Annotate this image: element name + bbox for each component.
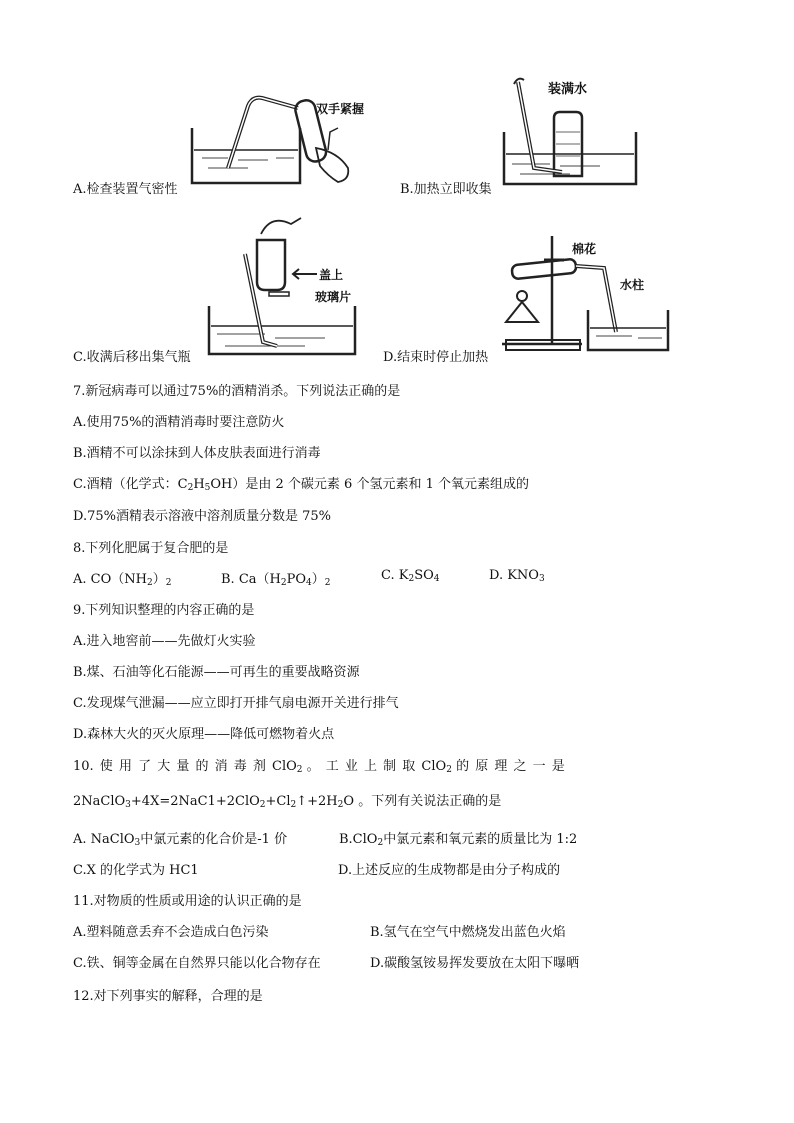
q12-stem: 12.对下列事实的解释，合理的是: [73, 989, 263, 1004]
q10-eq-sub-2c: 2: [337, 800, 344, 810]
q8-c-sub-2: 2: [408, 574, 415, 584]
q8-a-sub-2: 2: [146, 578, 153, 588]
q10-option-c[interactable]: C.X 的化学式为 HC1: [73, 863, 199, 878]
q8-c-sub-4: 4: [433, 574, 440, 584]
figure-b-collecting: [500, 72, 640, 190]
q11-stem: 11.对物质的性质或用途的认识正确的是: [73, 894, 302, 909]
figure-d-annotation-cotton: 棉花: [572, 242, 597, 256]
q8-b-end: ）: [311, 572, 325, 587]
q10-stem: [73, 755, 565, 774]
figure-a-annotation: 双手紧握: [316, 102, 365, 116]
q10-stem-sub-2b: 2: [446, 765, 452, 775]
q7-option-c[interactable]: [73, 473, 529, 492]
q10-option-a[interactable]: [73, 828, 287, 847]
q10-stem-end: 的 原 理 之 一 是: [456, 759, 565, 774]
figure-c-annotation-line2: 玻璃片: [315, 290, 352, 304]
q8-a-sub-2b: 2: [165, 578, 172, 588]
q7-option-d[interactable]: D.75%酒精表示溶液中溶剂质量分数是 75%: [73, 509, 332, 524]
q10-eq-tail: 。下列有关说法正确的是: [358, 794, 502, 809]
q9-stem: 9.下列知识整理的内容正确的是: [73, 603, 255, 618]
q7-stem: 7.新冠病毒可以通过75%的酒精消杀。下列说法正确的是: [73, 384, 401, 399]
q10-eq-2: +4X=2NaC1+2ClO: [130, 794, 260, 809]
figure-a-airtightness: [188, 88, 378, 188]
q10-stem-mid: 。 工 业 上 制 取 ClO: [306, 759, 447, 774]
q7-c-mid: H: [193, 477, 205, 492]
q9-option-c[interactable]: C.发现煤气泄漏——应立即打开排气扇电源开关进行排气: [73, 696, 399, 711]
q7-c-suffix: OH）是由 2 个碳元素 6 个氢元素和 1 个氧元素组成的: [210, 477, 529, 492]
figure-c-annotation-line1: 盖上: [319, 268, 344, 282]
q10-eq-sub-2b: 2: [290, 800, 297, 810]
q8-option-d[interactable]: [489, 568, 545, 583]
q7-c-prefix: C.酒精（化学式：C: [73, 477, 188, 492]
q10-a-tail: 中氯元素的化合价是-1 价: [140, 832, 288, 847]
q8-a-text: A. CO（NH: [73, 572, 147, 587]
q10-stem-sub-2a: 2: [296, 765, 303, 775]
q8-d-text: D. KNO: [489, 568, 539, 583]
figure-d-annotation-water: 水柱: [620, 278, 645, 292]
q10-a-sub-3: 3: [134, 838, 141, 848]
q8-b-sub-2b: 2: [324, 578, 331, 588]
figure-c-caption: C.收满后移出集气瓶: [73, 350, 191, 365]
q8-c-text: C. K: [381, 568, 409, 583]
q10-a-text: A. NaClO: [73, 832, 135, 847]
q10-option-d[interactable]: D.上述反应的生成物都是由分子构成的: [338, 863, 561, 878]
q11-option-a[interactable]: A.塑料随意丢弃不会造成白色污染: [73, 925, 269, 940]
q8-option-b[interactable]: [221, 568, 330, 587]
figure-d-caption: D.结束时停止加热: [383, 350, 489, 365]
q7-option-a[interactable]: A.使用75%的酒精消毒时要注意防火: [73, 415, 285, 430]
q8-c-mid: SO: [414, 568, 434, 583]
figure-a-caption: A.检查装置气密性: [73, 182, 178, 197]
q8-b-sub-2: 2: [280, 578, 287, 588]
q9-option-b[interactable]: B.煤、石油等化石能源——可再生的重要战略资源: [73, 665, 360, 680]
q10-eq-sub-2a: 2: [259, 800, 266, 810]
q10-b-tail: 中氯元素和氧元素的质量比为 1:2: [383, 832, 578, 847]
q10-eq-5: O: [343, 794, 355, 809]
q10-b-text: B.ClO: [339, 832, 378, 847]
q11-option-c[interactable]: C.铁、铜等金属在自然界只能以化合物存在: [73, 956, 321, 971]
q10-b-sub-2: 2: [377, 838, 384, 848]
q8-a-end: ）: [152, 572, 166, 587]
q8-stem: 8.下列化肥属于复合肥的是: [73, 541, 229, 556]
q11-option-d[interactable]: D.碳酸氢铵易挥发要放在太阳下曝晒: [370, 956, 580, 971]
q8-b-text: B. Ca（H: [221, 572, 281, 587]
figure-b-annotation: 装满水: [548, 82, 588, 97]
q10-option-b[interactable]: [339, 828, 577, 847]
q7-c-sub-5: 5: [204, 483, 211, 493]
q10-eq-sub-3: 3: [125, 800, 131, 810]
q10-eq-4: ↑+2H: [296, 794, 338, 809]
q8-b-mid: PO: [286, 572, 306, 587]
q10-eq-3: +Cl: [265, 794, 291, 809]
q10-equation: [73, 790, 501, 809]
q8-option-c[interactable]: [381, 568, 440, 583]
q7-c-sub-2: 2: [187, 483, 194, 493]
q8-d-sub-3: 3: [538, 574, 545, 584]
q9-option-a[interactable]: A.进入地窖前——先做灯火实验: [73, 634, 256, 649]
q8-option-a[interactable]: [73, 568, 171, 587]
q11-option-b[interactable]: B.氢气在空气中燃烧发出蓝色火焰: [370, 925, 566, 940]
q8-b-sub-4: 4: [306, 578, 312, 588]
figure-c-remove-jar: [205, 214, 365, 358]
q10-stem-start: 10. 使 用 了 大 量 的 消 毒 剂 ClO: [73, 759, 297, 774]
q7-option-b[interactable]: B.酒精不可以涂抹到人体皮肤表面进行消毒: [73, 446, 321, 461]
q9-option-d[interactable]: D.森林大火的灭火原理——降低可燃物着火点: [73, 727, 335, 742]
q10-eq-1: 2NaClO: [73, 794, 126, 809]
figure-d-stop-heating: [492, 232, 672, 358]
figure-b-caption: B.加热立即收集: [400, 182, 492, 197]
